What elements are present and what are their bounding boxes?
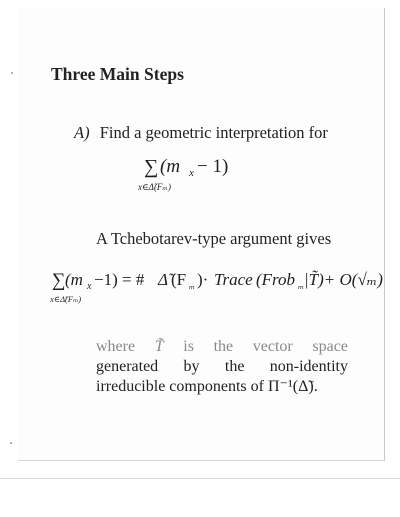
frob-open: (Frob bbox=[256, 270, 296, 289]
word-math-t: T̃ bbox=[154, 338, 164, 355]
description-paragraph bbox=[96, 337, 348, 397]
sum-symbol: ∑ bbox=[52, 270, 66, 291]
formula-subscript: x bbox=[189, 167, 194, 179]
word: the bbox=[213, 338, 234, 355]
word: where bbox=[96, 338, 136, 355]
trace-word: Trace bbox=[214, 270, 253, 289]
word: generated bbox=[96, 358, 159, 375]
scan-speck bbox=[10, 442, 12, 444]
paren-close: )· bbox=[197, 270, 209, 289]
paragraph-line-2 bbox=[96, 357, 348, 377]
word: the bbox=[224, 358, 245, 375]
formula-body: (m bbox=[160, 156, 181, 177]
delta-symbol: Δ̃ bbox=[158, 270, 168, 289]
word: by bbox=[183, 358, 200, 375]
argument-line: A Tchebotarev-type argument gives bbox=[96, 229, 332, 248]
paragraph-line-3 bbox=[96, 377, 348, 397]
word: space bbox=[312, 338, 348, 355]
step-a-text: Find a geometric interpretation for bbox=[99, 123, 328, 142]
f-subscript: ₘ bbox=[189, 281, 196, 292]
sum-range: x∈Δ̃(Fₘ) bbox=[138, 182, 171, 192]
line-text: irreducible components of Π⁻¹(Δ̃). bbox=[96, 378, 318, 395]
step-a bbox=[74, 123, 328, 143]
frob-subscript: ₘ bbox=[298, 281, 305, 292]
tchebotarev-formula bbox=[38, 258, 383, 320]
scan-speck bbox=[11, 72, 13, 74]
sum-symbol: ∑ bbox=[144, 156, 159, 178]
formula-tail: − 1) bbox=[197, 156, 229, 177]
formula-lhs-subscript: x bbox=[87, 281, 92, 292]
word: is bbox=[183, 338, 194, 355]
formula-lhs: (m bbox=[65, 270, 83, 289]
formula-lhs-tail: −1) = # bbox=[94, 270, 145, 289]
formula-sum-mx-minus-one bbox=[131, 146, 271, 196]
word: non-identity bbox=[269, 358, 348, 375]
frob-tail: |T̃)+ O(√ₘ) bbox=[304, 270, 383, 289]
step-a-label: A) bbox=[74, 123, 90, 142]
page-divider bbox=[0, 478, 400, 479]
paren-open: (F bbox=[171, 270, 187, 289]
slide-title: Three Main Steps bbox=[51, 64, 184, 84]
sum-range: x∈Δ̃(Fₘ) bbox=[50, 294, 82, 304]
word: vector bbox=[252, 338, 293, 355]
paragraph-line-1 bbox=[96, 337, 348, 357]
